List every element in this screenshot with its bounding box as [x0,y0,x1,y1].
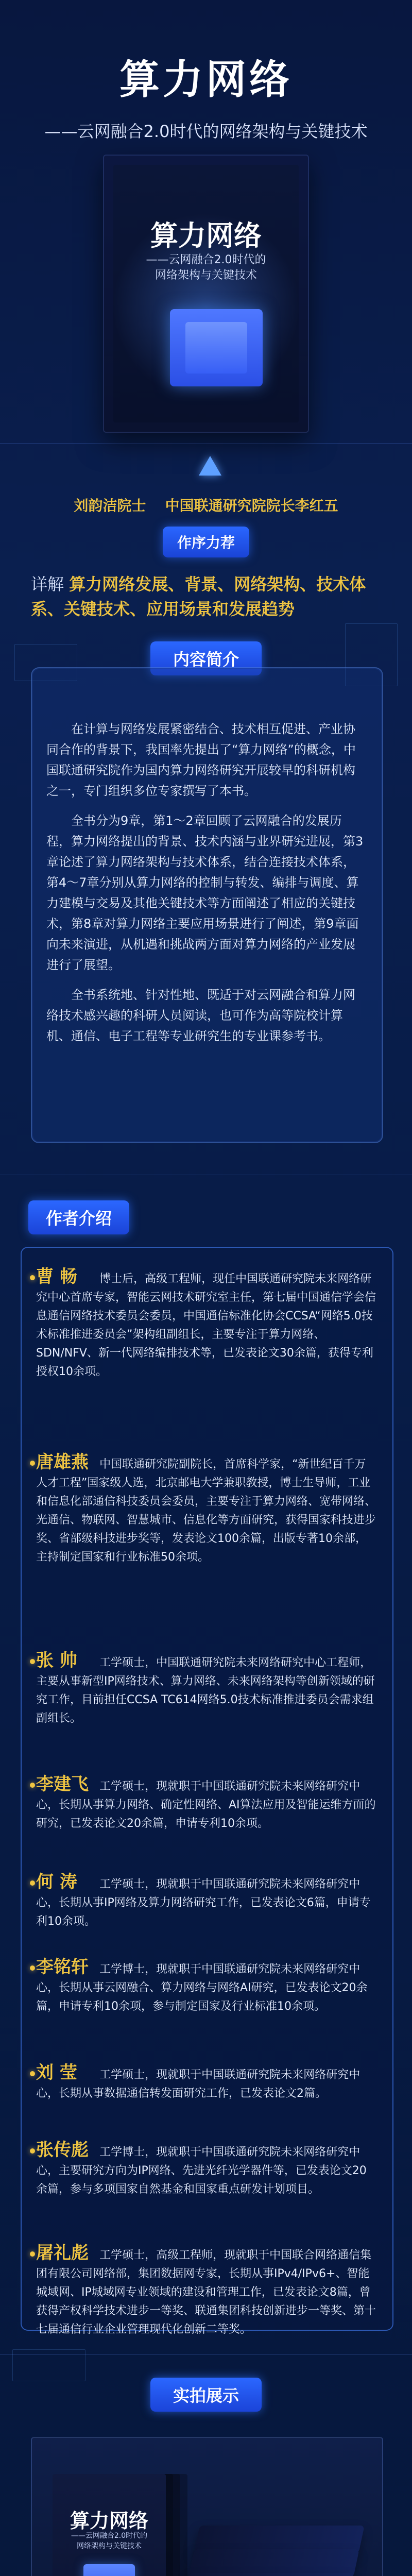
author-entry [36,1262,376,1381]
author-name: 张 帅 [36,1650,77,1671]
highlight-text [31,572,381,621]
showcase-section-header [0,2378,412,2412]
preface-line [0,495,412,515]
author-description: 工学硕士，现就职于中国联通研究院未来网络研究中心，长期从事数据通信转发面研究工作，已发表论文2篇。 [36,2069,360,2100]
book-stack-title: 算力网络 [70,2510,148,2532]
author-description: 工学硕士，高级工程师，现就职于中国联合网络通信集团有限公司网络部，集团数据网专家，长期从事IPv4/IPv6+、智能城域网、IP城域网专业领域的建设和管理工作，已发表论文8篇，曾获得产权科学技术进步一等奖、联通集团科技创新进步一等奖、第十七届通信行业企业管理现代化创新二等奖。 [36,2249,376,2336]
book-stack-subtitle-line2: 网络架构与关键技术 [77,2542,142,2550]
authors-section-header [28,1200,129,1234]
author-name: 李建飞 [36,1774,89,1794]
author-bullet-icon [30,2071,35,2076]
author-bullet-icon [30,2251,35,2257]
book-stack-subtitle-line1: ——云网融合2.0时代的 [71,2532,148,2540]
book-cover-subtitle-line2: 网络架构与关键技术 [154,269,257,282]
author-entry [36,2239,376,2339]
author-description: 工学硕士，中国联通研究院未来网络研究中心工程师，主要从事新型IP网络技术、算力网络、未来网络架构等创新领域的研究工作，目前担任CCSA TC614网络5.0技术标准推进委员会需求组副组长。 [36,1656,375,1725]
intro-paragraph: 全书分为9章，第1～2章回顾了云网融合的发展历程，算力网络提出的背景、技术内涵与业界研究进展，第3章论述了算力网络架构与技术体系，结合连接技术体系，第4～7章分别从算力网络的控制与转发、编排与调度、算力建模与交易及其他关键技术等方面阐述了相应的关键技术，第8章对算力网络主要应用场景进行了阐述，第9章面向未来演进，从机遇和挑战两方面对算力网络的产业发展进行了展望。 [46,814,364,972]
author-bullet-icon [30,1965,35,1971]
author-bullet-icon [30,1659,35,1664]
intro-paragraph: 在计算与网络发展紧密结合、技术相互促进、产业协同合作的背景下，我国率先提出了“算力网络”的概念，中国联通研究院作为国内算力网络研究开展较早的科研机构之一，专门组织多位专家撰写了本书。 [46,722,356,798]
preface-badge: 作序力荐 [163,527,249,557]
author-description: 工学硕士，现就职于中国联通研究院未来网络研究中心，长期从事算力网络、确定性网络、AI算法应用及智能运维方面的研究，已发表论文20余篇，申请专利10余项。 [36,1780,376,1830]
triangle-icon [199,456,221,476]
author-entry [36,2136,376,2199]
author-name: 张传彪 [36,2140,89,2160]
author-description: 工学博士，现就职于中国联通研究院未来网络研究中心，长期从事云网融合、算力网络与网络AI研究，已发表论文20余篇，申请专利10余项，参与制定国家及行业标准10余项。 [36,1963,368,2013]
author-description: 工学硕士，现就职于中国联通研究院未来网络研究中心，长期从事IP网络及算力网络研究工作，已发表论文6篇，申请专利10余项。 [36,1878,371,1928]
author-bullet-icon [30,1461,35,1466]
author-name: 屠礼彪 [36,2243,89,2263]
book-cover-title: 算力网络 [150,219,262,252]
book-cover-inner [113,165,299,422]
book-pile-item [183,2573,354,2576]
author-bullet-icon [30,2148,35,2154]
book-cover-subtitle [113,252,299,283]
intro-text [46,719,366,1056]
book-stack [53,2474,166,2576]
highlight-items: 算力网络发展、背景、网络架构、技术体系、关键技术、应用场景和发展趋势 [31,574,366,619]
chip-illustration-icon [83,2564,135,2576]
showcase-photo-cover [31,2437,383,2576]
book-pile [197,2526,367,2576]
author-bullet-icon [30,1275,35,1280]
author-entry [36,1868,376,1931]
book-stack-subtitle [53,2531,166,2551]
chip-illustration-icon [170,309,263,386]
book-pile-item [188,2549,359,2576]
author-description: 中国联通研究院副院长，首席科学家，“新世纪百千万人才工程”国家级人选，北京邮电大学兼职教授，博士生导师，工业和信息化部通信科技委员会委员，主要专注于算力网络、宽带网络、光通信、物联网、智慧城市、信息化等方面研究，获得国家科技进步奖、省部级科技进步奖等，发表论文100余篇，出版专著10余部，主持制定国家和行业标准50余项。 [36,1458,376,1564]
author-name: 唐雄燕 [36,1452,89,1472]
author-entry [36,2058,376,2103]
author-bullet-icon [30,1783,35,1788]
preface-badge-wrap [0,527,412,557]
author-entry [36,1448,376,1567]
authors-section-title: 作者介绍 [28,1200,129,1234]
author-entry [36,1953,376,2016]
hero-section [0,0,412,619]
showcase-section-title: 实拍展示 [150,2378,262,2412]
author-description: 工学博士，现就职于中国联通研究院未来网络研究中心，主要研究方向为IP网络、先进光纤光学器件等，已发表论文20余篇，参与多项国家自然基金和国家重点研发计划项目。 [36,2146,367,2196]
author-name: 曹 畅 [36,1266,77,1287]
author-description: 博士后，高级工程师，现任中国联通研究院未来网络研究中心首席专家，智能云网技术研究室主任，第七届中国通信学会信息通信网络技术委员会委员，中国通信标准化协会CCSA“网络5.0技术标准推进委员会”架构组副组长，主要专注于算力网络、SDN/NFV、新一代网络编排技术等，已发表论文30余篇，获得专利授权10余项。 [36,1273,376,1378]
intro-paragraph: 全书系统地、针对性地、既适于对云网融合和算力网络技术感兴趣的科研人员阅读，也可作为高等院校计算机、通信、电子工程等专业研究生的专业课参考书。 [46,988,355,1043]
preface-separator [151,497,160,514]
intro-section-title: 内容简介 [150,641,262,675]
author-name: 何 涛 [36,1872,77,1892]
circuit-decoration [12,2349,85,2381]
author-entry [36,1646,376,1728]
author-entry [36,1770,376,1833]
author-name: 李铭轩 [36,1957,89,1977]
highlight-prefix: 详解 [31,574,64,594]
preface-academician: 刘韵洁院士 [74,497,146,514]
preface-dean: 中国联通研究院院长李红五 [165,497,338,514]
book-cover [103,155,309,433]
page-title: 算力网络 [119,57,293,103]
book-cover-subtitle-line1: ——云网融合2.0时代的 [146,253,266,266]
author-name: 刘 莹 [36,2062,77,2083]
page-subtitle: ——云网融合2.0时代的网络架构与关键技术 [44,122,368,141]
author-bullet-icon [30,1880,35,1886]
